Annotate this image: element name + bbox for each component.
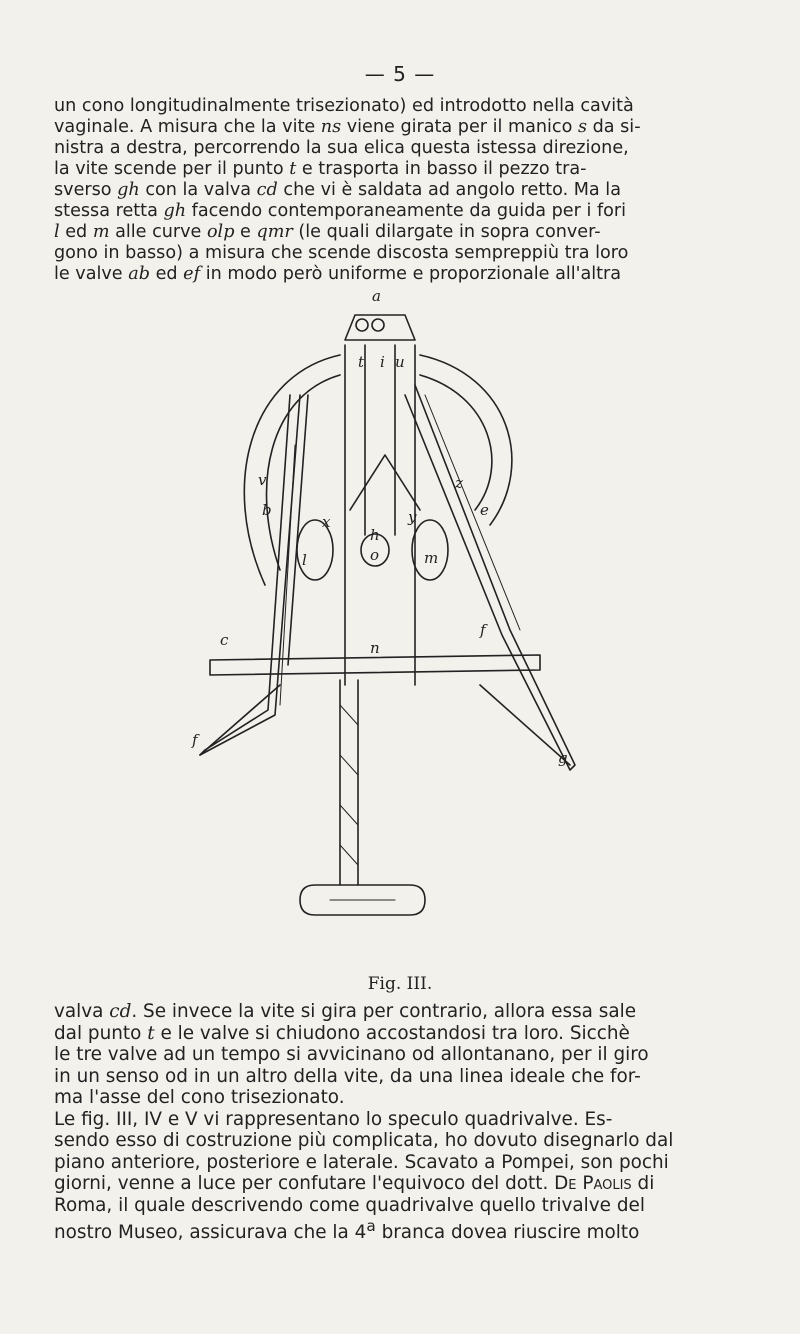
text-run: le tre valve ad un tempo si avvicinano od allontanano, per il giro	[54, 1044, 649, 1065]
label-z: z	[455, 474, 463, 492]
label-c: c	[220, 631, 229, 649]
text-run: . Se invece la vite si gira per contrario, allora essa sale	[131, 1001, 637, 1022]
text-run: in un senso od in un altro della vite, da una linea ideale che for-	[54, 1065, 641, 1087]
text-line	[54, 201, 754, 222]
text-line	[54, 180, 754, 201]
text-run: giorni, venne a luce per confutare l'equivoco del dott.	[54, 1173, 555, 1194]
text-run: che vi è saldata ad angolo retto. Ma la	[277, 180, 621, 200]
label-u: u	[395, 353, 405, 371]
label-f-right: f	[480, 621, 486, 639]
label-y: y	[408, 508, 417, 526]
label-l: l	[302, 551, 307, 569]
label-b-left: b	[262, 501, 272, 519]
text-run: dal punto	[54, 1022, 148, 1044]
text-line	[54, 1109, 754, 1131]
text-run: (le quali dilargate in sopra conver-	[292, 222, 601, 242]
text-line	[54, 243, 754, 264]
text-run: e	[234, 222, 257, 242]
text-run: con la valva	[139, 180, 257, 200]
text-line	[54, 1173, 754, 1195]
text-run: Le fig. III, IV e V vi rappresentano lo speculo quadrivalve. Es-	[54, 1108, 613, 1130]
text-run: le valve	[54, 264, 129, 284]
text-run: in modo però uniforme e proporzionale all'altra	[200, 264, 622, 284]
text-run: da si-	[587, 117, 641, 137]
text-run: valva	[54, 1001, 110, 1022]
text-line	[54, 117, 754, 138]
italic-symbol: gh	[117, 180, 140, 200]
label-g: g	[558, 749, 568, 767]
text-line	[54, 1130, 754, 1152]
paragraph-top	[54, 96, 754, 285]
text-run: piano anteriore, posteriore e laterale. Scavato a Pompei, son pochi	[54, 1151, 669, 1173]
text-run: sendo esso di costruzione più complicata, ho dovuto disegnarlo dal	[54, 1130, 674, 1151]
text-run: e le valve si chiudono accostandosi tra loro. Sicchè	[154, 1022, 630, 1044]
text-run: ed	[59, 222, 93, 242]
text-line	[54, 1066, 754, 1088]
text-run: un cono longitudinalmente trisezionato) ed introdotto nella cavità	[54, 96, 634, 116]
text-run: vaginale. A misura che la vite	[54, 117, 321, 137]
label-v: v	[258, 471, 267, 489]
text-run: nistra a destra, percorrendo la sua elica questa istessa direzione,	[54, 138, 629, 158]
text-line	[54, 1044, 754, 1066]
speculum-illustration	[180, 285, 580, 975]
text-line	[54, 1195, 754, 1217]
italic-symbol: s	[577, 117, 587, 137]
italic-symbol: cd	[256, 180, 278, 200]
superscript: a	[366, 1217, 376, 1235]
label-o: o	[370, 546, 380, 564]
italic-symbol: t	[289, 159, 297, 179]
text-run: viene girata per il manico	[341, 117, 578, 137]
text-run: e trasporta in basso il pezzo tra-	[296, 159, 587, 179]
label-a: a	[372, 287, 381, 305]
crossbar-gh	[210, 655, 540, 675]
text-line	[54, 138, 754, 159]
text-run: di	[631, 1173, 655, 1194]
text-run: stessa retta	[54, 201, 164, 221]
text-line	[54, 1152, 754, 1174]
italic-symbol: cd	[109, 1001, 132, 1022]
label-t: t	[358, 353, 365, 371]
label-i: i	[380, 353, 385, 371]
italic-symbol: t	[147, 1022, 155, 1044]
text-line	[54, 222, 754, 243]
curve-left	[244, 355, 340, 585]
label-e: e	[480, 501, 489, 519]
figure-caption: Fig. III.	[367, 974, 433, 994]
text-run: sverso	[54, 180, 118, 200]
text-run: ed	[149, 264, 184, 284]
figure-iii-speculum-drawing	[180, 285, 580, 975]
text-run: nostro Museo, assicurava che la 4	[54, 1222, 367, 1244]
small-caps-name: De Paolis	[554, 1173, 632, 1194]
italic-symbol: ef	[183, 264, 201, 284]
text-line	[54, 96, 754, 117]
text-line	[54, 1001, 754, 1023]
italic-symbol: qmr	[256, 222, 293, 242]
label-x: x	[322, 513, 331, 531]
label-n: n	[370, 639, 380, 657]
italic-symbol: m	[92, 222, 110, 242]
italic-symbol: l	[54, 222, 60, 242]
text-run: facendo contemporaneamente da guida per i fori	[186, 201, 627, 221]
italic-symbol: gh	[163, 201, 187, 221]
text-line	[54, 1023, 754, 1045]
text-run: branca dovea riuscire molto	[375, 1222, 640, 1244]
text-run: ma l'asse del cono trisezionato.	[54, 1087, 345, 1108]
text-line	[54, 1216, 754, 1244]
curve-left-inner	[267, 375, 341, 570]
label-f-left: f	[192, 731, 198, 749]
text-line	[54, 1087, 754, 1109]
page-number: — 5 —	[364, 62, 436, 86]
italic-symbol: ab	[128, 264, 150, 284]
text-line	[54, 264, 754, 285]
text-run: gono in basso) a misura che scende discosta sempreppiù tra loro	[54, 243, 629, 263]
italic-symbol: ns	[320, 117, 342, 137]
text-run: Roma, il quale descrivendo come quadrivalve quello trivalve del	[54, 1194, 645, 1216]
paragraph-bottom	[54, 1001, 754, 1244]
text-line	[54, 159, 754, 180]
label-h: h	[370, 526, 380, 544]
text-run: alle curve	[109, 222, 207, 242]
text-run: la vite scende per il punto	[54, 159, 290, 179]
italic-symbol: olp	[206, 222, 235, 242]
label-m: m	[424, 549, 439, 567]
